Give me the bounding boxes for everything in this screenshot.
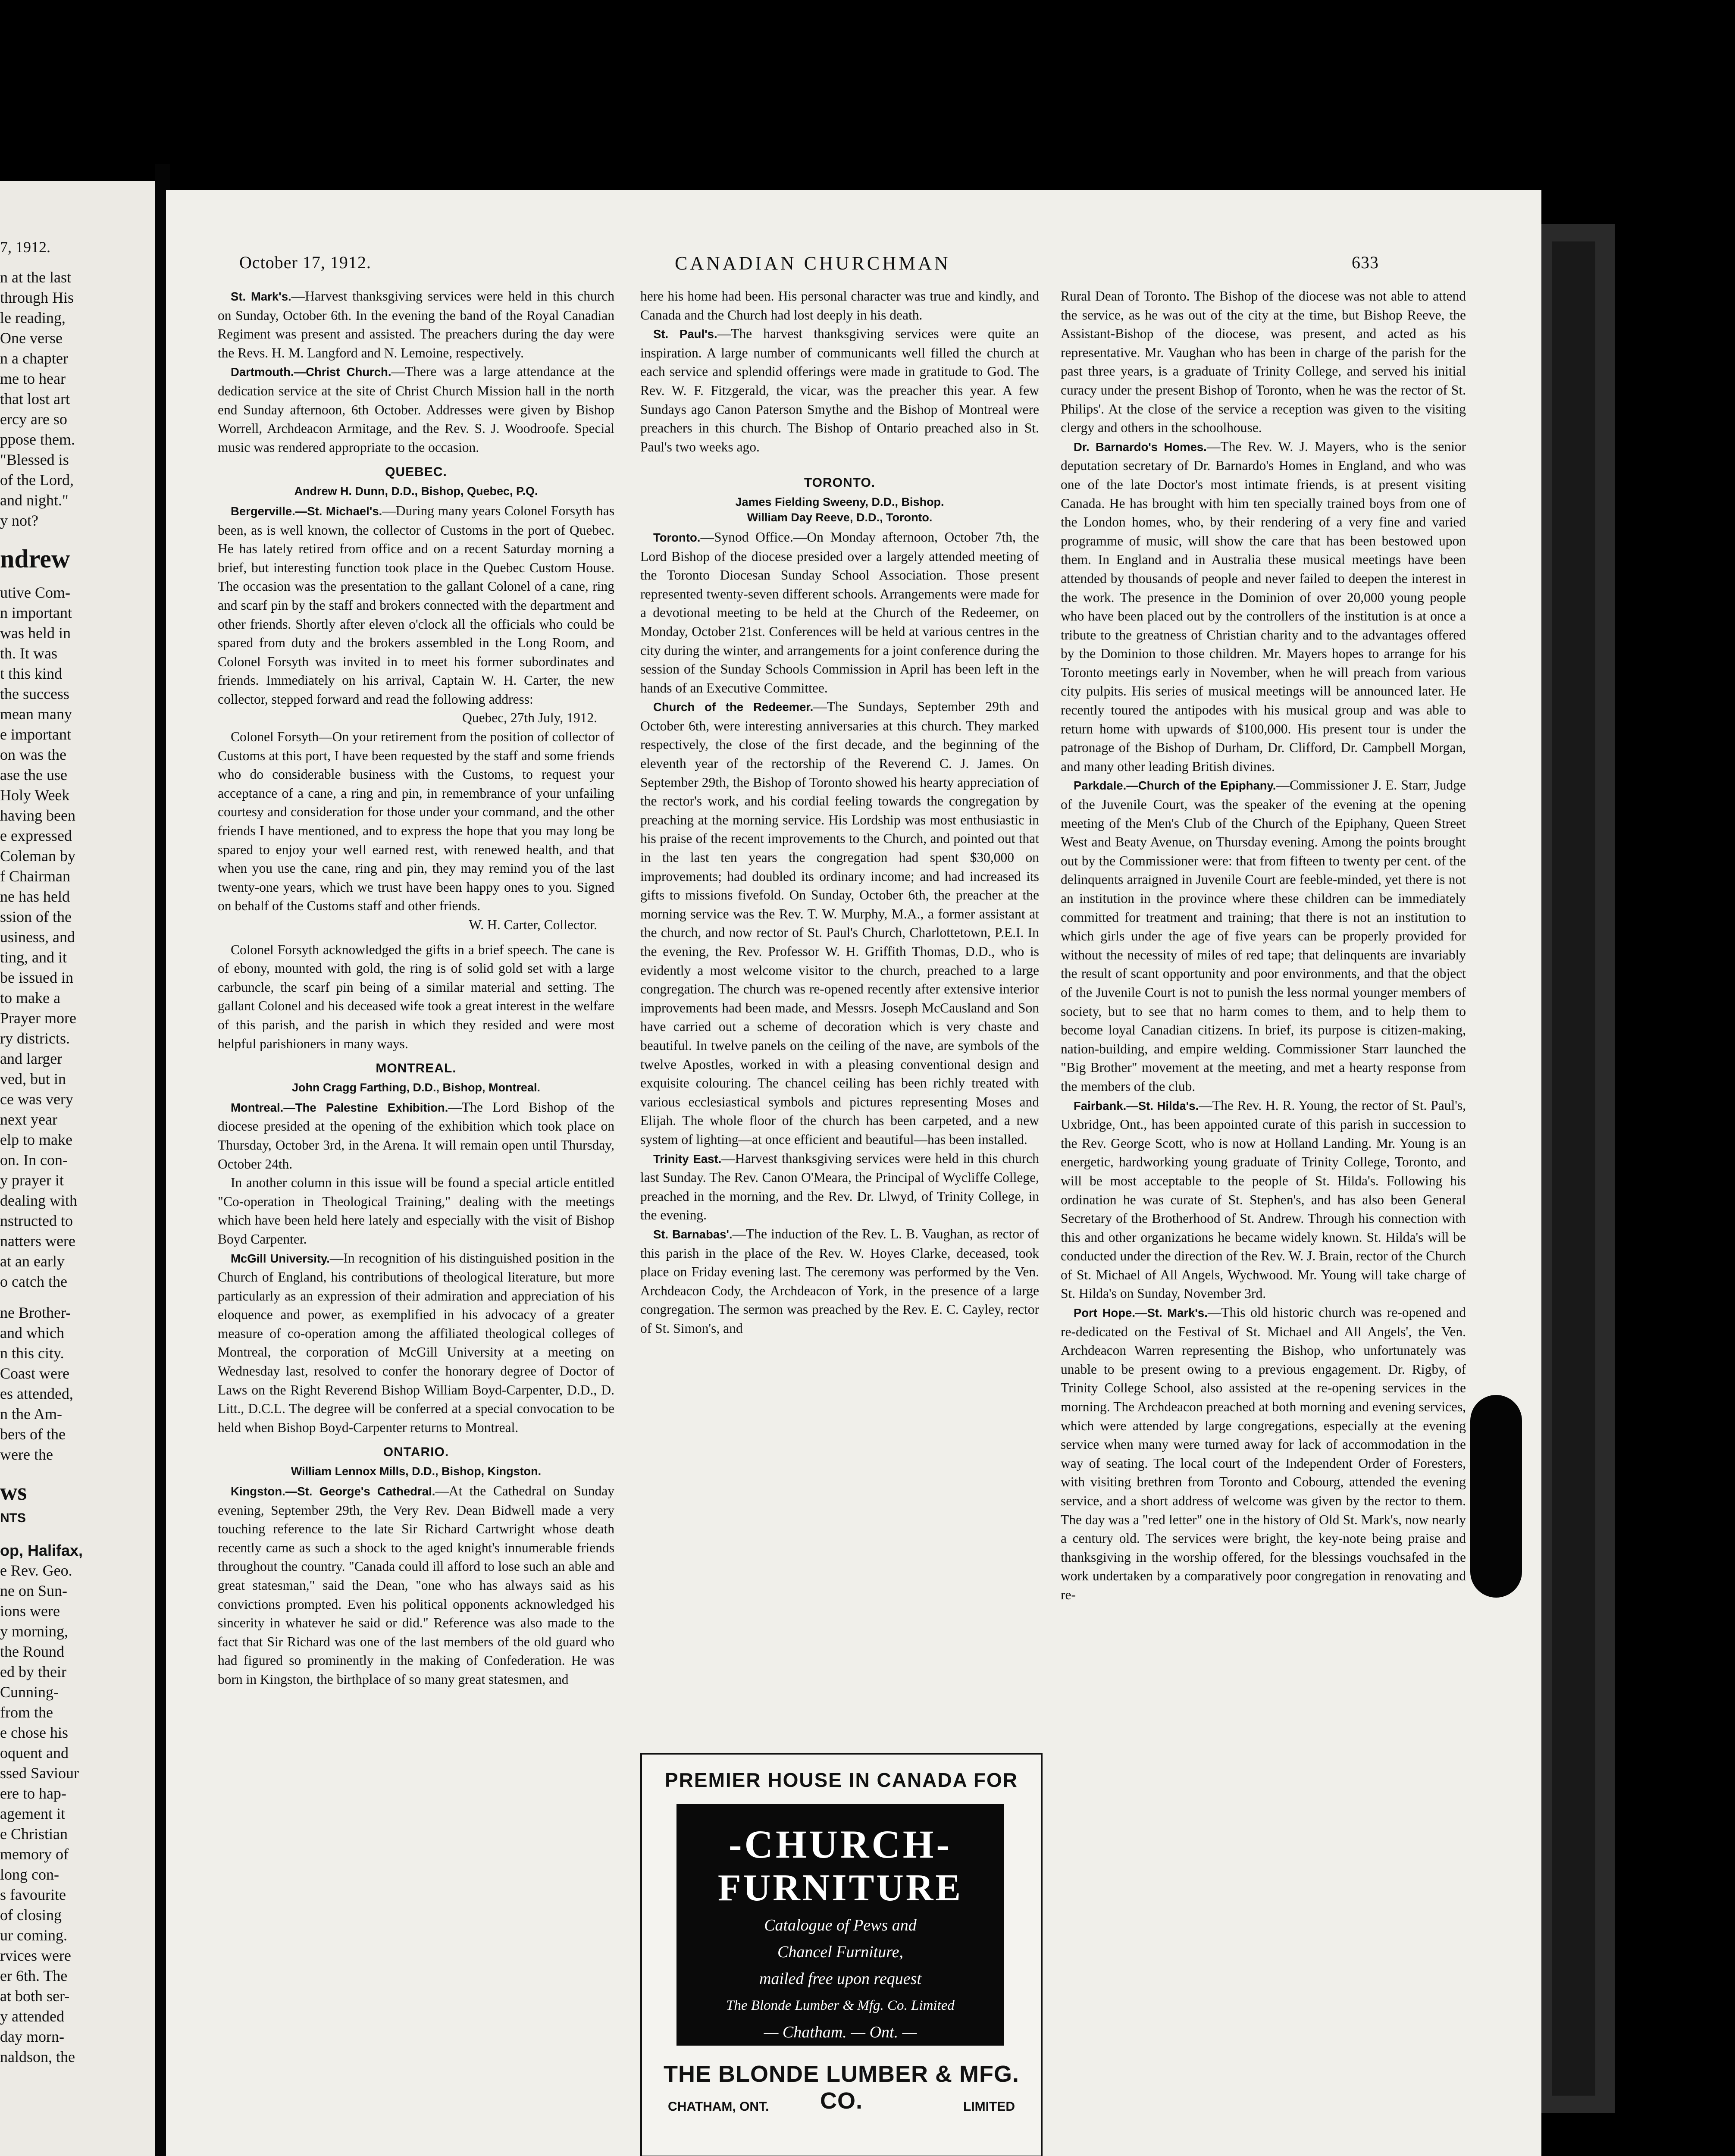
left-page-line: y not?	[0, 512, 38, 529]
article-text: —The harvest thanksgiving services were quite an inspiration. A large number of communicants well filled the church at each service and splendid offerings were made in gratitude to God. The Rev. W. F. Fitzgerald, the vicar, was the preacher this year. A few Sundays ago Canon Paterson Smythe and the Bishop of Montreal were preachers in this church. The Bishop of Ontario preached also in St. Paul's two weeks ago.	[640, 326, 1039, 454]
ad-location-line: — Chatham. — Ont. —	[764, 2023, 917, 2041]
column-2	[640, 287, 1039, 1736]
left-page-line: day morn-	[0, 2028, 64, 2045]
section-heading-quebec: QUEBEC.	[385, 465, 447, 479]
article-text: —The induction of the Rev. L. B. Vaughan, as rector of this parish in the place of the Rev. W. Hoyes Clarke, deceased, took place on Friday evening last. The ceremony was performed by the Ven. Archdeacon Cody, the Archdeacon of York, in the presence of a large congregation. The sermon was preached by the Rev. E. C. Cayley, rector of St. Simon's, and	[640, 1226, 1039, 1336]
left-page-line: ions were	[0, 1602, 60, 1620]
ad-mailed-line: mailed free upon request	[759, 1970, 922, 1988]
left-page-line: and which	[0, 1324, 64, 1341]
ad-maker: THE BLONDE LUMBER & MFG. CO.	[664, 2061, 1019, 2114]
left-page-date: 7, 1912.	[0, 238, 50, 256]
left-page-line: o catch the	[0, 1273, 67, 1290]
article-lead: McGill University.	[231, 1251, 330, 1265]
article-lead: Kingston.—St. George's Cathedral.	[231, 1485, 435, 1498]
left-page-line: the success	[0, 685, 69, 702]
article-lead: Montreal.—The Palestine Exhibition.	[231, 1100, 448, 1114]
main-page	[166, 190, 1541, 2156]
thumb-shadow	[1470, 1395, 1522, 1598]
left-page-line: le reading,	[0, 309, 66, 326]
left-page-line: ssion of the	[0, 908, 72, 925]
left-page-line: on was the	[0, 746, 66, 763]
article-text: In another column in this issue will be found a special article entitled "Co-operation in Theological Training," dealing with the meetings which have been held here lately and especially with the visit of Bishop Boyd Carpenter.	[218, 1175, 614, 1247]
left-page-line: n this city.	[0, 1344, 64, 1362]
left-page-line: ercy are so	[0, 411, 67, 428]
left-page-line: e important	[0, 726, 71, 743]
left-page-line: usiness, and	[0, 928, 75, 946]
article-lead: Port Hope.—St. Mark's.	[1074, 1306, 1208, 1320]
left-page-heading: ndrew	[0, 545, 70, 573]
address-place: Quebec, 27th July, 1912.	[462, 710, 597, 726]
left-page-line: ere to hap-	[0, 1785, 66, 1802]
left-page-line: and larger	[0, 1050, 63, 1067]
left-page-line: ne has held	[0, 888, 70, 905]
page-title: CANADIAN CHURCHMAN	[675, 253, 951, 274]
left-page-line: y prayer it	[0, 1172, 64, 1189]
left-page-line: Cunning-	[0, 1683, 59, 1701]
article-text: Colonel Forsyth—On your retirement from the position of collector of Customs at this port, I have been requested by the staff and some friends who do considerable business with the Customs, to request your acceptance of a cane, a ring and pin, in remembrance of your unfailing courtesy and consideration for those under your command, and the other friends I have mentioned, and to express the hope that you may long be spared to enjoy your well earned rest, with renewed health, and that when you use the cane, ring and pin, they may remind you of the last twenty-one years, which we trust have been happy ones to you. Signed on behalf of the Customs staff and other friends.	[218, 729, 614, 914]
left-page-line: at both ser-	[0, 1987, 70, 2005]
left-page-subheading: NTS	[0, 1511, 26, 1525]
ad-city: CHATHAM, ONT.	[668, 2100, 769, 2114]
article-text: —The Lord Bishop of the diocese presided at the opening of the exhibition which took place on Thursday, October 3rd, in the Arena. It will remain open until Thursday, October 24th.	[218, 1099, 614, 1172]
left-page-line: utive Com-	[0, 584, 70, 601]
article-lead: Parkdale.—Church of the Epiphany.	[1074, 779, 1276, 793]
left-page-line: to make a	[0, 989, 60, 1006]
left-page-line: t this kind	[0, 665, 63, 682]
left-page-line: y attended	[0, 2008, 64, 2025]
ad-church-word: -CHURCH-	[728, 1822, 952, 1866]
left-page-line: ting, and it	[0, 949, 67, 966]
article-lead: Bergerville.—St. Michael's.	[231, 504, 382, 518]
left-page-line: n at the last	[0, 269, 71, 286]
bishop-line: Andrew H. Dunn, D.D., Bishop, Quebec, P.Q.	[294, 484, 538, 498]
left-page-line: and night."	[0, 492, 69, 509]
article-text: —In recognition of his distinguished position in the Church of England, his contributions of theological literature, but more particularly as an expression of their admiration and appreciation of his eloquence and power, as exemplified in his advocacy of a greater measure of co-operation among the affiliated theological colleges of Montreal, the corporation of McGill University at a meeting on Wednesday last, resolved to confer the honorary degree of Doctor of Laws on the Right Reverend Bishop William Boyd-Carpenter, D.D., D. Litt., D.C.L. The degree will be conferred at a special convocation to be held when Bishop Boyd-Carpenter returns to Montreal.	[218, 1250, 614, 1435]
bishop-line: James Fielding Sweeny, D.D., Bishop.	[735, 495, 944, 508]
article-text: here his home had been. His personal character was true and kindly, and Canada and the Church had lost deeply in his death.	[640, 288, 1039, 323]
article-lead: St. Barnabas'.	[653, 1227, 733, 1241]
left-page-line: ase the use	[0, 766, 67, 783]
article-lead: Trinity East.	[653, 1152, 722, 1166]
left-page-line: Holy Week	[0, 787, 70, 804]
article-text: Rural Dean of Toronto. The Bishop of the diocese was not able to attend the service, as he was out of the city at the time, but Bishop Reeve, the Assistant-Bishop of the diocese, was present, and acted as his representative. Mr. Vaughan who has been in charge of the parish for the past three years, is a graduate of Trinity College, and served his initial curacy under the present Bishop of Toronto, when he was the rector of St. Philips'. At the close of the service a reception was given to the visiting clergy and others in the schoolhouse.	[1061, 288, 1466, 436]
ad-furniture-word: FURNITURE	[717, 1867, 963, 1909]
left-page-line: natters were	[0, 1232, 75, 1250]
article-text: —The Sundays, September 29th and October 6th, were interesting anniversaries at this church. They marked respectively, the close of the first decade, and the beginning of the eleventh year of the rectorship of the Reverend C. J. James. On September 29th, the Bishop of Toronto showed his hearty appreciation of the rector's work, and his cordial feeling towards the congregation by preaching at the morning service. His Lordship was most enthusiastic in his praise of the recent improvements to the Church, and pointed out that in the last ten years the congregation had spent $30,000 on improvements; had doubled its ordinary income; and had increased its gifts to missions fivefold. On Sunday, October 6th, the preacher at the morning service was the Rev. T. W. Murphy, M.A., a former assistant at the church, and now rector of St. Paul's Church, Charlottetown, P.E.I. In the evening, the Rev. Professor W. H. Griffith Thomas, D.D., who is evidently a most welcome visitor to the church, preached to a large congregation. The church was re-opened recently after extensive interior improvements had been made, and Messrs. Joseph McCausland and Son have carried out a scheme of decoration which is very chaste and beautiful. In twelve panels on the ceiling of the nave, are symbols of the twelve Apostles, worked in with a pleasing conventional design and exquisite colouring. The chancel ceiling has been richly treated with various ecclesiastical symbols and pictures representing Moses and Elijah. The whole floor of the church has been carpeted, and a new system of lighting—at once efficient and beautiful—has been installed.	[640, 699, 1039, 1147]
left-page-line: f Chairman	[0, 868, 70, 885]
left-page-line: e chose his	[0, 1724, 68, 1741]
article-text: —Synod Office.—On Monday afternoon, October 7th, the Lord Bishop of the diocese presided over a largely attended meeting of the Toronto Diocesan Sunday School Association. Those present represented twenty-seven different schools. Arrangements were made for a devotional meeting to be held at the Church of the Redeemer, on Monday, October 21st. Conferences will be held at various centres in the city during the winter, and arrangements for a joint conference during the session of the Sunday Schools Commission in April has been left in the hands of an Executive Committee.	[640, 529, 1039, 696]
article-text: —During many years Colonel Forsyth has been, as is well known, the collector of Customs in the port of Quebec. He has lately retired from office and on a recent Saturday morning a brief, but interesting function took place in the Quebec Custom House. The occasion was the presentation to the gallant Colonel of a cane, ring and scarf pin by the staff and brokers connected with the department and other friends. Shortly after eleven o'clock all the officials who could be spared from duty and the brokers assembled in the Long Room, and Colonel Forsyth was invited in to meet his former subordinates and friends. Immediately on his arrival, Captain W. H. Carter, the new collector, stepped forward and read the following address:	[218, 503, 614, 707]
left-page-line: of the Lord,	[0, 471, 74, 489]
left-page-line: naldson, the	[0, 2048, 75, 2065]
left-page-line: were the	[0, 1446, 53, 1463]
left-page-line: agement it	[0, 1805, 65, 1822]
church-furniture-advertisement	[640, 1753, 1043, 2156]
left-page-line: elp to make	[0, 1131, 72, 1148]
article-text: —The Rev. W. J. Mayers, who is the senior deputation secretary of Dr. Barnardo's Homes in England, and who was one of the late Doctor's most intimate friends, is at present visiting Canada. He has brought with him ten specially trained boys from one of the London homes, who, by their rendering of a very fine and varied programme of music, will show the care that has been bestowed upon them. In England and in Australia these musical meetings have been attended by thousands of people and never failed to deepen the interest in the work. The presence in the Dominion of over 20,000 young people who have been placed out by the controllers of the institution is at once a tribute to the greatness of Christian charity and to the advantages offered by the Dominion to those children. Mr. Mayers hopes to arrange for his Toronto meetings early in November, when he will preach from various city pulpits. His series of musical meetings will be announced later. He recently toured the antipodes with his musical group and was able to return home with upwards of $100,000. His present tour is under the patronage of the Bishop of Durham, Dr. Clifford, Dr. Campbell Morgan, and many other leading British divines.	[1061, 439, 1466, 774]
left-page-line: ry districts.	[0, 1030, 70, 1047]
left-page-line: oquent and	[0, 1744, 69, 1761]
left-page-line: er 6th. The	[0, 1967, 68, 1984]
left-page-line: e Rev. Geo.	[0, 1562, 72, 1579]
article-text: —Commissioner J. E. Starr, Judge of the Juvenile Court, was the speaker of the evening at the opening meeting of the Men's Club of the Church of the Epiphany, Queen Street West and Beaty Avenue, on Thursday evening. Among the points brought out by the Commissioner were: that from fifteen to twenty per cent. of the delinquents arraigned in Juvenile Court are feeble-minded, yet there is not an institution in the province where these children can be immediately committed for treatment and training; that there is not an institution to which girls under the age of five years can be properly provided for without the necessity of miles of red tape; that delinquents are invariably the result of scant opportunity and poor environments, and that the object of the Juvenile Court is not to punish the less normal younger members of society, but to see that no harm comes to them, and to help them to become loyal Canadian citizens. In brief, its purpose is citizen-making, nation-building, and empire welding. Commissioner Starr launched the "Big Brother" movement at the meeting, and met a hearty response from the members of the club.	[1061, 777, 1466, 1094]
article-text: —There was a large attendance at the dedication service at the site of Christ Church Mission hall in the north end Sunday afternoon, 6th October. Addresses were given by Bishop Worrell, Archdeacon Armitage, and the Rev. S. J. Woodroofe. Special music was rendered appropriate to the occasion.	[218, 364, 614, 455]
left-page-line: at an early	[0, 1253, 65, 1270]
page-number: 633	[1352, 253, 1379, 272]
article-lead: Toronto.	[653, 530, 701, 544]
left-page-line: ssed Saviour	[0, 1764, 79, 1782]
left-page-line: bers of the	[0, 1426, 66, 1443]
left-page-line: n important	[0, 604, 72, 621]
bishop-line: William Lennox Mills, D.D., Bishop, Kingston.	[291, 1465, 542, 1478]
left-page-line: that lost art	[0, 390, 70, 407]
left-page-line: ne on Sun-	[0, 1582, 67, 1599]
left-page-line: dealing with	[0, 1192, 77, 1209]
left-page-fragment	[0, 181, 160, 2156]
left-page-line: Coast were	[0, 1365, 69, 1382]
left-page-line: of closing	[0, 1906, 62, 1924]
article-text: —At the Cathedral on Sunday evening, September 29th, the Very Rev. Dean Bidwell made a very touching reference to the late Sir Richard Cartwright whose death recently came as such a shock to the aged knight's innumerable friends throughout the country. "Canada could ill afford to lose such an able and great statesman," said the Dean, "one who has always said as his convictions prompted. Even his political opponents acknowledged his sincerity in whatever he said or did." Reference was also made to the fact that Sir Richard was one of the last members of the old guard who had figured so prominently in the making of Confederation. He was born in Kingston, the birthplace of so many great statesmen, and	[218, 1483, 614, 1687]
left-page-line: me to hear	[0, 370, 66, 387]
left-page-heading: ws	[0, 1479, 27, 1505]
left-page-line: through His	[0, 289, 74, 306]
section-heading-ontario: ONTARIO.	[383, 1445, 449, 1460]
left-page-line: n the Am-	[0, 1405, 62, 1423]
column-1	[218, 287, 614, 2156]
article-text: —Harvest thanksgiving services were held in this church last Sunday. The Rev. Canon O'Meara, the Principal of Wycliffe College, preached in the morning, and the Rev. Dr. Llwyd, of Trinity College, in the evening.	[640, 1150, 1039, 1223]
left-page-line: s favourite	[0, 1886, 66, 1903]
article-lead: Church of the Redeemer.	[653, 700, 814, 714]
signature: W. H. Carter, Collector.	[469, 917, 597, 932]
ad-catalogue-line: Catalogue of Pews and	[764, 1916, 917, 1934]
ad-chancel-line: Chancel Furniture,	[777, 1943, 903, 1961]
section-heading-montreal: MONTREAL.	[376, 1061, 457, 1076]
left-page-line: memory of	[0, 1846, 69, 1863]
bishop-line: William Day Reeve, D.D., Toronto.	[747, 511, 933, 524]
left-page-line: nstructed to	[0, 1212, 73, 1229]
article-lead: Dartmouth.—Christ Church.	[231, 365, 391, 379]
article-text: Colonel Forsyth acknowledged the gifts in a brief speech. The cane is of ebony, mounted with gold, the ring is of solid gold set with a large carbuncle, the scarf pin being of a similar material and setting. The gallant Colonel and his deceased wife took a great interest in the welfare of this parish, and the parish in which they resided and were most helpful parishioners in many ways.	[218, 942, 614, 1051]
page-date: October 17, 1912.	[239, 253, 371, 272]
left-page-line: be issued in	[0, 969, 73, 986]
ad-headline: PREMIER HOUSE IN CANADA FOR	[665, 1769, 1018, 1791]
left-page-line: "Blessed is	[0, 451, 69, 468]
left-page-line: ved, but in	[0, 1070, 66, 1087]
article-lead: Fairbank.—St. Hilda's.	[1074, 1099, 1199, 1112]
article-text: —This old historic church was re-opened and re-dedicated on the Festival of St. Michael and All Angels', the Ven. Archdeacon Warren representing the Bishop, who unfortunately was unable to be present owing to a previous engagement. Dr. Rigby, of Trinity College School, also assisted at the re-opening services in the morning. The Archdeacon preached at both morning and evening services, which were attended by large congregations, especially at the evening service when many were turned away for lack of accommodation in the way of seating. The local court of the Independent Order of Foresters, with visiting brethren from Toronto and Cobourg, attended the evening service, and a short address of welcome was given by the rector to them. The day was a "red letter" one in the history of Old St. Mark's, now nearly a century old. The services were bright, the key-note being praise and thanksgiving in the worship offered, for the blessings vouchsafed in the work undertaken by a comparatively poor congregation in renovating and re-	[1061, 1305, 1466, 1602]
left-page-line: e expressed	[0, 827, 72, 844]
article-text: —The Rev. H. R. Young, the rector of St. Paul's, Uxbridge, Ont., has been appointed curate of this parish in succession to the Rev. George Scott, who is now at Holland Landing. Mr. Young is an energetic, hardworking young graduate of Trinity College, Toronto, and will be most acceptable to the people of St. Hilda's. Following his ordination he was curate of St. Stephen's, and has also been General Secretary of the Brotherhood of St. Andrew. Through his connection with this and other organizations he became widely known. St. Hilda's will be conducted under the direction of the Rev. W. J. Brain, rector of the Church of St. Michael of All Angels, Wychwood. Mr. Young will take charge of St. Hilda's on Sunday, November 3rd.	[1061, 1097, 1466, 1301]
left-page-line: y morning,	[0, 1623, 68, 1640]
left-page-line: the Round	[0, 1643, 64, 1660]
left-page-line: on. In con-	[0, 1151, 68, 1169]
article-lead: St. Paul's.	[653, 327, 717, 341]
left-page-line: next year	[0, 1111, 57, 1128]
left-page-line: es attended,	[0, 1385, 73, 1402]
page-edges-inner	[1552, 241, 1595, 2096]
ad-limited: LIMITED	[963, 2100, 1015, 2114]
left-page-line: mean many	[0, 705, 72, 723]
ad-company-line: The Blonde Lumber & Mfg. Co. Limited	[726, 1998, 955, 2013]
left-page-line: e Christian	[0, 1825, 68, 1843]
left-page-line: having been	[0, 807, 75, 824]
left-page-line: ed by their	[0, 1663, 66, 1680]
left-page-line: ce was very	[0, 1091, 73, 1108]
left-page-line: Coleman by	[0, 847, 75, 865]
article-text: —Harvest thanksgiving services were held in this church on Sunday, October 6th. In the evening the band of the Royal Canadian Regiment was present and assisted. The preachers during the day were the Revs. H. M. Langford and N. Lemoine, respectively.	[218, 288, 614, 360]
left-page-line: ur coming.	[0, 1927, 67, 1944]
left-page-line: Prayer more	[0, 1009, 76, 1027]
section-heading-toronto: TORONTO.	[804, 476, 876, 490]
ad-logo-box	[676, 1804, 1004, 2046]
article-lead: St. Mark's.	[231, 290, 291, 303]
left-page-line: th. It was	[0, 645, 57, 662]
left-page-line: ppose them.	[0, 431, 75, 448]
left-page-line: long con-	[0, 1866, 59, 1883]
left-page-line: One verse	[0, 329, 63, 347]
left-page-line: ne Brother-	[0, 1304, 71, 1321]
left-page-line: n a chapter	[0, 350, 68, 367]
column-3	[1061, 287, 1466, 2156]
left-page-line: was held in	[0, 624, 71, 642]
bishop-line: John Cragg Farthing, D.D., Bishop, Montreal.	[291, 1081, 540, 1094]
left-page-line: op, Halifax,	[0, 1542, 83, 1559]
left-page-line: from the	[0, 1704, 53, 1721]
left-page-line: rvices were	[0, 1947, 71, 1964]
article-lead: Dr. Barnardo's Homes.	[1074, 440, 1207, 454]
